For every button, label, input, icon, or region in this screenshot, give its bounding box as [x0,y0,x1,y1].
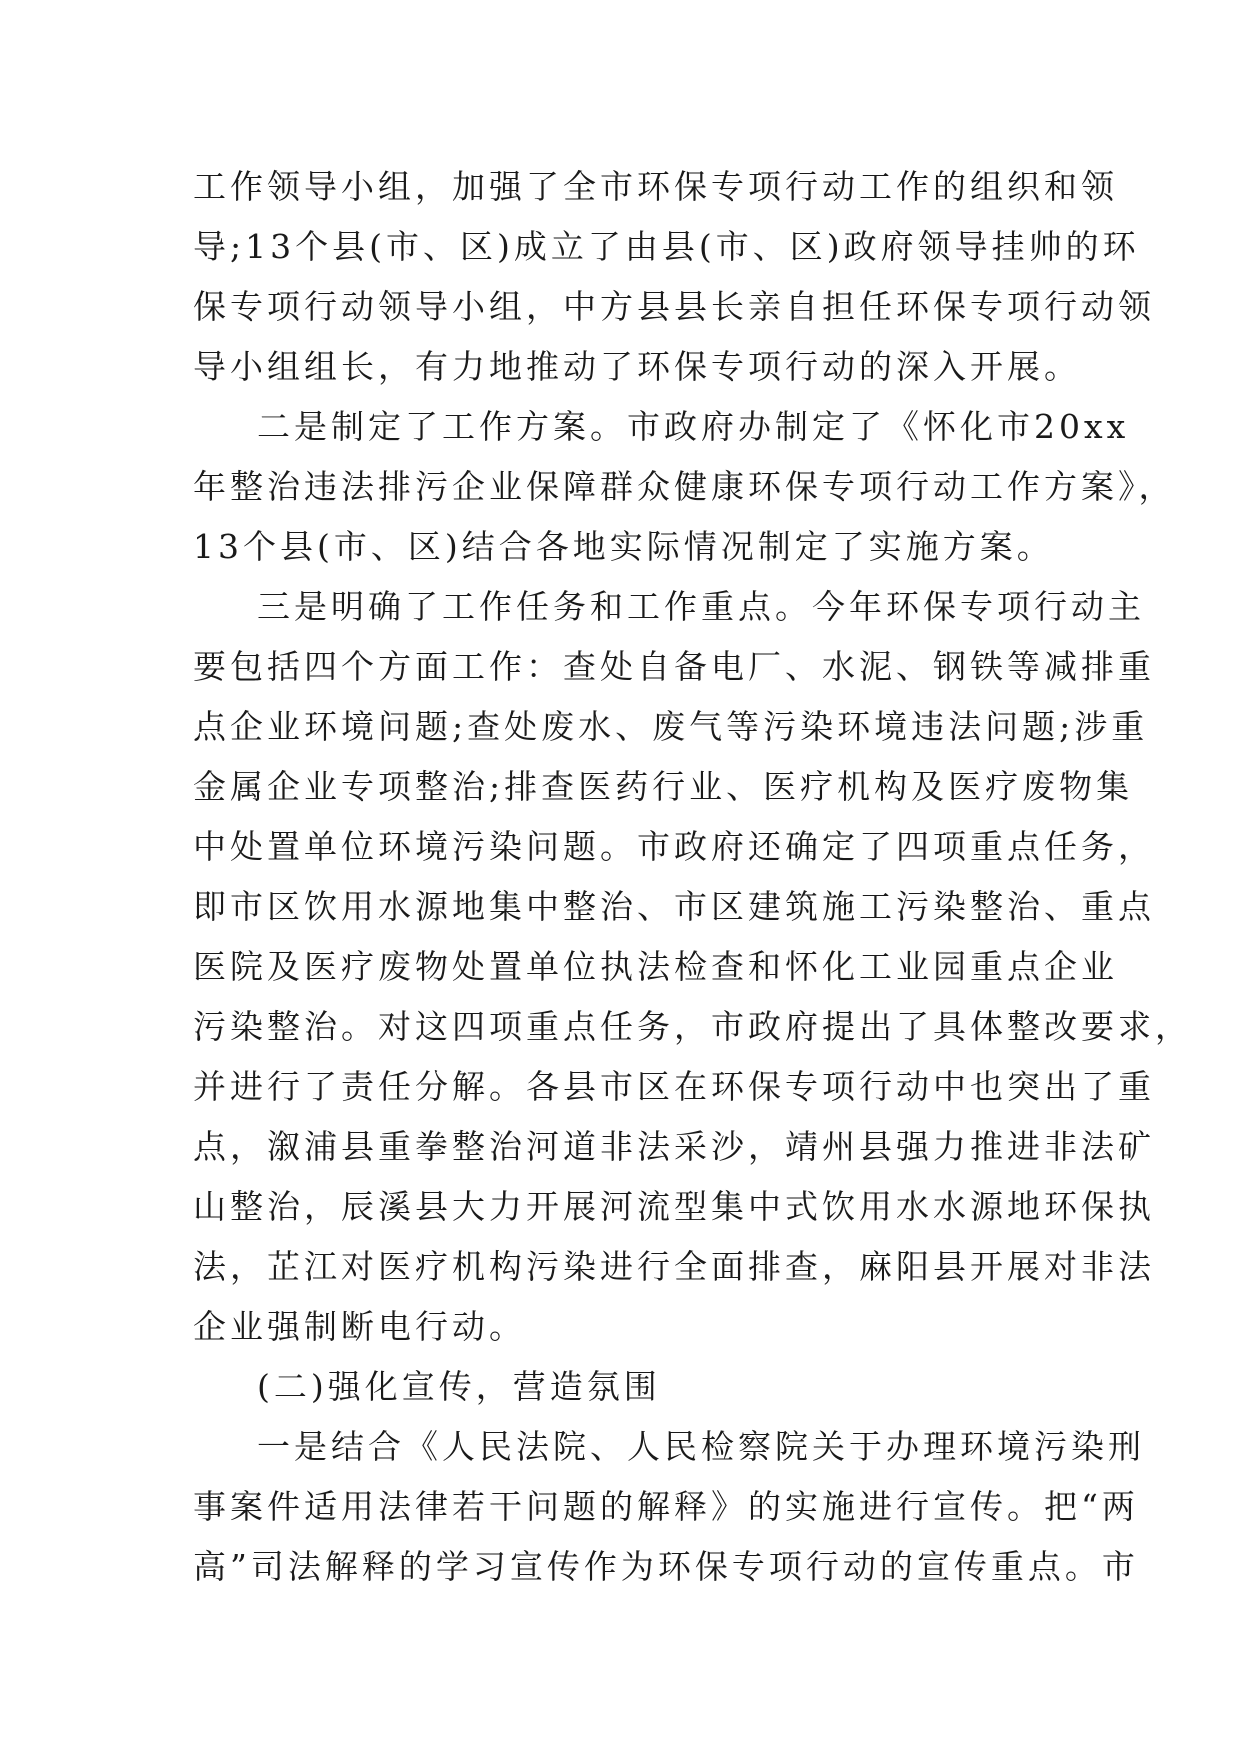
text-line: 导;13个县(市、区)成立了由县(市、区)政府领导挂帅的环 [193,227,1140,266]
document-body [193,157,1192,1597]
text-line: 导小组组长，有力地推动了环保专项行动的深入开展。 [193,347,1081,386]
text-line: 保专项行动领导小组，中方县县长亲自担任环保专项行动领 [193,287,1155,326]
text-line: 年整治违法排污企业保障群众健康环保专项行动工作方案》， [193,467,1176,506]
text-line: 工作领导小组，加强了全市环保专项行动工作的组织和领 [193,167,1118,206]
text-line: 法，芷江对医疗机构污染进行全面排查，麻阳县开展对非法 [193,1247,1155,1286]
paragraph-first-line: 三是明确了工作任务和工作重点。今年环保专项行动主 [257,587,1145,626]
text-line: 13个县(市、区)结合各地实际情况制定了实施方案。 [193,527,1054,566]
text-line: 中处置单位环境污染问题。市政府还确定了四项重点任务， [193,827,1155,866]
text-line: 金属企业专项整治;排查医药行业、医疗机构及医疗废物集 [193,767,1134,806]
text-line: 即市区饮用水源地集中整治、市区建筑施工污染整治、重点 [193,887,1155,926]
section-heading: (二)强化宣传，营造氛围 [257,1367,661,1406]
text-line: 并进行了责任分解。各县市区在环保专项行动中也突出了重 [193,1067,1155,1106]
text-line: 企业强制断电行动。 [193,1307,526,1346]
text-line: 高”司法解释的学习宣传作为环保专项行动的宣传重点。市 [193,1547,1139,1586]
paragraph-first-line: 二是制定了工作方案。市政府办制定了《怀化市20xx [257,407,1130,446]
paragraph-first-line: 一是结合《人民法院、人民检察院关于办理环境污染刑 [257,1427,1145,1466]
text-line: 事案件适用法律若干问题的解释》的实施进行宣传。把“两 [193,1487,1139,1526]
text-line: 点企业环境问题;查处废水、废气等污染环境违法问题;涉重 [193,707,1149,746]
text-line: 污染整治。对这四项重点任务，市政府提出了具体整改要求， [193,1007,1192,1046]
text-line: 医院及医疗废物处置单位执法检查和怀化工业园重点企业 [193,947,1118,986]
text-line: 点，溆浦县重拳整治河道非法采沙，靖州县强力推进非法矿 [193,1127,1155,1166]
text-line: 山整治，辰溪县大力开展河流型集中式饮用水水源地环保执 [193,1187,1155,1226]
text-line: 要包括四个方面工作：查处自备电厂、水泥、钢铁等减排重 [193,647,1155,686]
